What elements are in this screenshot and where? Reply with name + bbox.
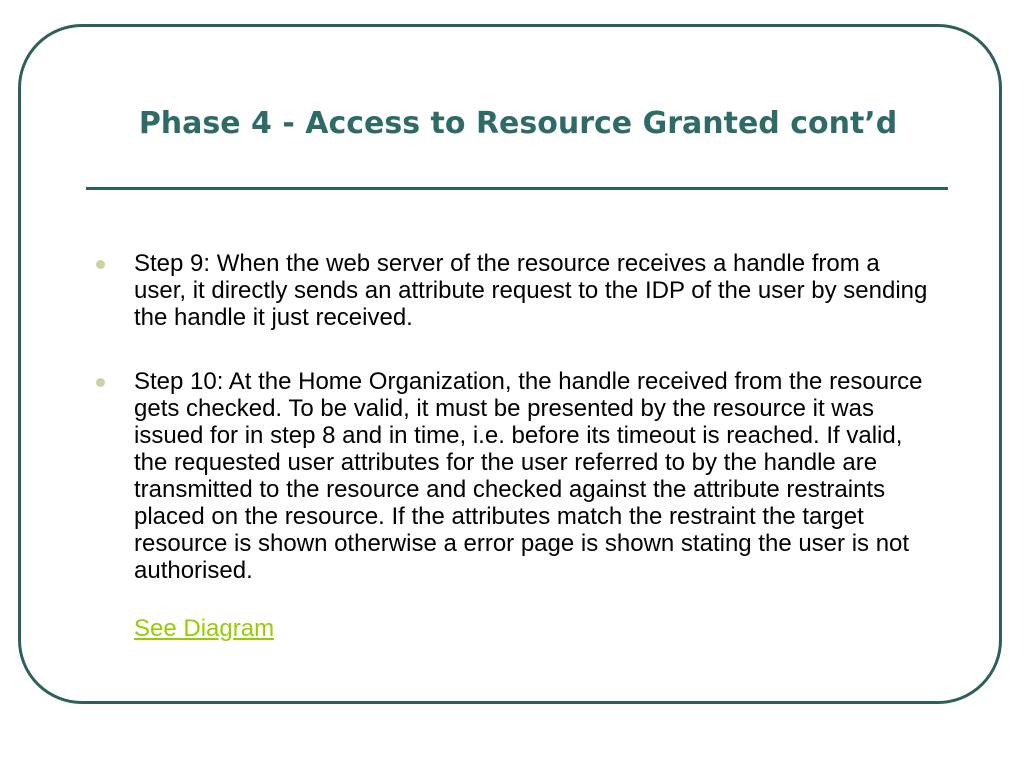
bullet-icon: [96, 378, 105, 387]
bullet-item-step-9: [96, 250, 936, 331]
bullet-text: Step 10: At the Home Organization, the handle received from the resource gets checked. To be valid, it must be presented by the resource it was issued for in step 8 and in time, i.e. before its timeout is reached. If valid, the requested user attributes for the user referred to by the handle are transmitted to the resource and checked against the attribute restraints placed on the resource. If the attributes match the restraint the target resource is shown otherwise a error page is shown stating the user is not authorised.: [134, 368, 923, 584]
bullet-item-step-10: [96, 368, 936, 584]
link-container: [96, 615, 936, 642]
see-diagram-link[interactable]: See Diagram: [134, 615, 275, 642]
slide-title: Phase 4 - Access to Resource Granted cont’d: [138, 106, 898, 141]
bullet-text: Step 9: When the web server of the resource receives a handle from a user, it directly sends an attribute request to the IDP of the user by sending the handle it just received.: [134, 250, 928, 331]
bullet-icon: [96, 260, 105, 269]
title-divider: [86, 187, 948, 190]
slide-content: [96, 250, 936, 642]
